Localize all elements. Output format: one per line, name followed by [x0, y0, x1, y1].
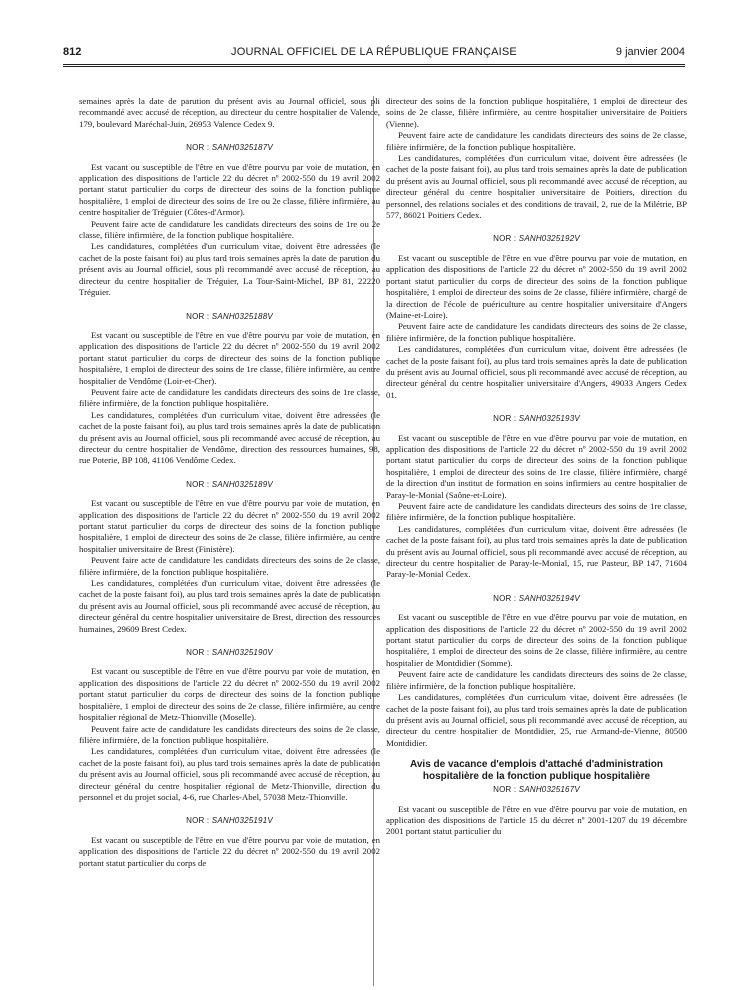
- journal-title: JOURNAL OFFICIEL DE LA RÉPUBLIQUE FRANÇAISE: [231, 46, 517, 58]
- avis-paragraph: Les candidatures, complétées d'un curriculum vitae, doivent être adressées (le cachet de la poste faisant foi), au plus tard trois semaines après la date de publication du présent avis au Journal officiel, sous pli recommandé avec accusé de réception, au directeur du centre hospitalier de Vendôme, direction des ressources humaines, 98, rue Poterie, BP 108, 41106 Vendôme Cedex.: [79, 409, 380, 466]
- avis-paragraph: Peuvent faire acte de candidature les candidats directeurs des soins de 1re classe, filière infirmière, de la fonction publique hospitalière.: [79, 386, 380, 409]
- header-rule-secondary: [63, 66, 685, 67]
- avis-paragraph: Est vacant ou susceptible de l'être en vue d'être pourvu par voie de mutation, en application des dispositions de l'article 22 du décret nº 2002-550 du 19 avril 2002 portant statut particulier du corps de directeur des soins de la fonction publique hospitalière, 1 emploi de directeur des soins de 2e classe, filière infirmière, chargé de la direction de l'école de puériculture au centre hospitalier universitaire d'Angers (Maine-et-Loire).: [386, 252, 687, 320]
- nor-reference: NOR : SANH0325167V: [493, 785, 580, 795]
- header-rule: [63, 64, 685, 65]
- avis-paragraph: Peuvent faire acte de candidature les candidats directeurs des soins de 2e classe, filière infirmière, de la fonction publique hospitalière.: [79, 723, 380, 745]
- nor-reference: NOR : SANH0325187V: [186, 143, 273, 153]
- continued-paragraph: semaines après la date de parution du présent avis au Journal officiel, sous pli recommandé avec accusé de réception, au directeur du centre hospitalier de Valence, 179, boulevard Maréchal-Juin, 26953 Valence Cedex 9.: [79, 96, 380, 129]
- avis-paragraph: Les candidatures, complétées d'un curriculum vitae, doivent être adressées (le cachet de la poste faisant foi), au plus tard trois semaines après la date de publication du présent avis au Journal officiel, sous pli recommandé avec accusé de réception, au directeur général du centre hospitalier universitaire de Brest, direction des ressources humaines, 29609 Brest Cedex.: [79, 578, 380, 634]
- section-title: Avis de vacance d'emplois d'attaché d'administration hospitalière de la fonction publique hospitalière: [410, 759, 663, 783]
- avis-paragraph: Est vacant ou susceptible de l'être en vue d'être pourvu par voie de mutation, en application des dispositions de l'article 22 du décret nº 2002-550 du 19 avril 2002 portant statut particulier du corps de directeur des soins de la fonction publique hospitalière, 1 emploi de directeur des soins de 2e classe, filière infirmière, au centre hospitalier de Montdidier (Somme).: [386, 612, 687, 668]
- avis-paragraph: Les candidatures, complétées d'un curriculum vitae, doivent être adressées (le cachet de la poste faisant foi), au plus tard trois semaines après la date de publication du présent avis au Journal officiel, sous pli recommandé avec accusé de réception, au directeur général du centre hospitalier universitaire de Poitiers, direction du personnel, des relations sociales et des conditions de travail, 2, rue de la Milétrie, BP 577, 86021 Poitiers Cedex.: [386, 153, 687, 221]
- continued-paragraph: directeur des soins de la fonction publique hospitalière, 1 emploi de directeur des soins de 2e classe, filière infirmière, au centre hospitalier universitaire de Poitiers (Vienne).: [386, 96, 687, 129]
- page-number: 812: [63, 46, 82, 58]
- avis-paragraph: Est vacant ou susceptible de l'être en vue d'être pourvu par voie de mutation, en application des dispositions de l'article 22 du décret nº 2002-550 du 19 avril 2002 portant statut particulier du corps de directeur des soins de la fonction publique hospitalière, 1 emploi de directeur des soins de 1re ou 2e classe, filière infirmière, au centre hospitalier de Tréguier (Côtes-d'Armor).: [79, 161, 380, 218]
- nor-reference: NOR : SANH0325189V: [186, 479, 273, 489]
- avis-paragraph: Peuvent faire acte de candidature les candidats directeurs des soins de 2e classe, filière infirmière, de la fonction publique hospitalière.: [386, 669, 687, 691]
- avis-paragraph: Est vacant ou susceptible de l'être en vue d'être pourvu par voie de mutation, en application des dispositions de l'article 22 du décret nº 2002-550 du 19 avril 2002 portant statut particulier du corps de: [79, 834, 380, 868]
- avis-paragraph: Est vacant ou susceptible de l'être en vue d'être pourvu par voie de mutation, en application des dispositions de l'article 22 du décret nº 2002-550 du 19 avril 2002 portant statut particulier du corps de directeur des soins de la fonction publique hospitalière, 1 emploi de directeur des soins de 1re classe, filière infirmière, au centre hospitalier de Vendôme (Loir-et-Cher).: [79, 329, 380, 386]
- avis-paragraph: Les candidatures, complétées d'un curriculum vitae, doivent être adressées (le cachet de la poste faisant foi), au plus tard trois semaines après la date de publication du présent avis au Journal officiel, sous pli recommandé avec accusé de réception, au directeur du centre hospitalier de Paray-le-Monial, 15, rue Pasteur, BP 147, 71604 Paray-le-Monial Cedex.: [386, 523, 687, 580]
- nor-reference: NOR : SANH0325188V: [186, 311, 273, 321]
- avis-paragraph: Est vacant ou susceptible de l'être en vue d'être pourvu par voie de mutation, en application des dispositions de l'article 22 du décret nº 2002-550 du 19 avril 2002 portant statut particulier du corps de directeur des soins de la fonction publique hospitalière, 1 emploi de directeur des soins de 1re classe, filière infirmière, chargé de la direction d'un institut de formation en soins infirmiers au centre hospitalier de Paray-le-Monial (Saône-et-Loire).: [386, 432, 687, 500]
- avis-paragraph: Est vacant ou susceptible de l'être en vue d'être pourvu par voie de mutation, en application des dispositions de l'article 22 du décret nº 2002-550 du 19 avril 2002 portant statut particulier du corps de directeur des soins de la fonction publique hospitalière, 1 emploi de directeur des soins de 2e classe, filière infirmière, au centre hospitalier régional de Metz-Thionville (Moselle).: [79, 666, 380, 723]
- nor-reference: NOR : SANH0325192V: [493, 234, 580, 244]
- avis-paragraph: Les candidatures, complétées d'un curriculum vitae, doivent être adressées (le cachet de la poste faisant foi), au plus tard trois semaines après la date de publication du présent avis au Journal officiel, sous pli recommandé avec accusé de réception, au directeur général du centre hospitalier universitaire d'Angers, 49033 Angers Cedex 01.: [386, 344, 687, 400]
- avis-paragraph: Est vacant ou susceptible de l'être en vue d'être pourvu par voie de mutation, en application des dispositions de l'article 22 du décret nº 2002-550 du 19 avril 2002 portant statut particulier du corps de directeur des soins de la fonction publique hospitalière, 1 emploi de directeur des soins de 2e classe, filière infirmière, au centre hospitalier universitaire de Brest (Finistère).: [79, 498, 380, 554]
- nor-reference: NOR : SANH0325193V: [493, 414, 580, 424]
- avis-paragraph: Peuvent faire acte de candidature les candidats directeurs des soins de 2e classe, filière infirmière, de la fonction publique hospitalière.: [79, 555, 380, 577]
- issue-date: 9 janvier 2004: [615, 46, 685, 58]
- avis-paragraph: Peuvent faire acte de candidature les candidats directeurs des soins de 1re classe, filière infirmière, de la fonction publique hospitalière.: [386, 501, 687, 523]
- avis-paragraph: Les candidatures, complétées d'un curriculum vitae, doivent être adressées (le cachet de la poste faisant foi) au plus tard trois semaines après la date de parution du présent avis au Journal officiel, sous pli recommandé avec accusé de réception, au directeur du centre hospitalier de Tréguier, La Tour-Saint-Michel, BP 81, 22220 Tréguier.: [79, 241, 380, 298]
- right-column: [386, 96, 687, 838]
- page-header: [63, 46, 685, 64]
- nor-reference: NOR : SANH0325194V: [493, 593, 580, 603]
- nor-reference: NOR : SANH0325191V: [186, 816, 273, 826]
- avis-paragraph: Les candidatures, complétées d'un curriculum vitae, doivent être adressées (le cachet de la poste faisant foi), au plus tard trois semaines après la date de publication du présent avis au Journal officiel, sous pli recommandé avec accusé de réception, au directeur général du centre hospitalier régional de Metz-Thionville, direction du personnel et du projet social, 4-6, rue Charles-Abel, 57038 Metz-Thionville.: [79, 746, 380, 802]
- avis-paragraph: Peuvent faire acte de candidature les candidats directeurs des soins de 1re ou 2e classe, filière infirmière, de la fonction publique hospitalière.: [79, 218, 380, 241]
- avis-paragraph: Les candidatures, complétées d'un curriculum vitae, doivent être adressées (le cachet de la poste faisant foi), au plus tard trois semaines après la date de publication du présent avis au Journal officiel, sous pli recommandé avec accusé de réception, au directeur du centre hospitalier de Montdidier, 25, rue Armand-de-Vienne, 80500 Montdidier.: [386, 692, 687, 748]
- avis-paragraph: Est vacant ou susceptible de l'être en vue d'être pourvu par voie de mutation, en application des dispositions de l'article 15 du décret nº 2001-1207 du 19 décembre 2001 portant statut particulier du: [386, 803, 687, 837]
- avis-paragraph: Peuvent faire acte de candidature les candidats directeurs des soins de 2e classe, filière infirmière, de la fonction publique hospitalière.: [386, 130, 687, 152]
- nor-reference: NOR : SANH0325190V: [186, 648, 273, 658]
- left-column: [79, 96, 380, 869]
- avis-paragraph: Peuvent faire acte de candidature les candidats directeurs des soins de 2e classe, filière infirmière, de la fonction publique hospitalière.: [386, 321, 687, 343]
